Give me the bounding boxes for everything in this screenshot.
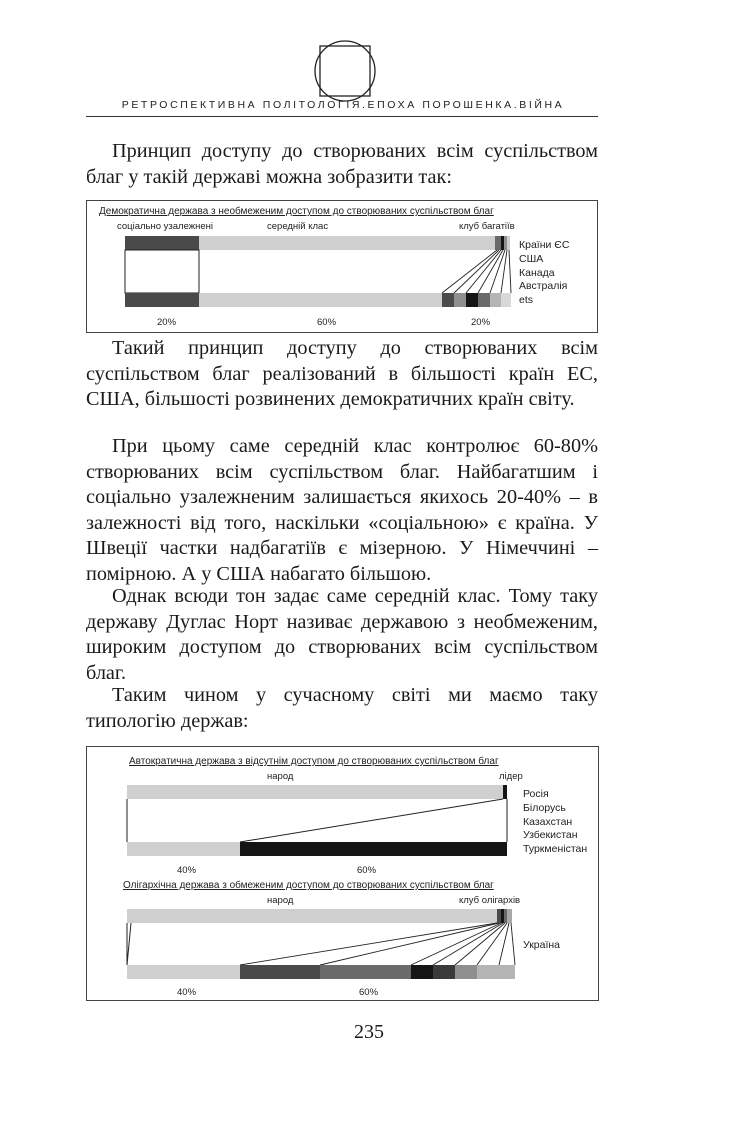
paragraph-4: Однак всюди тон задає саме середній клас. Тому таку державу Дуглас Норт називає державою з необмеженим, широким доступом до створюваних всім суспільством благ. — [86, 585, 598, 684]
figure-democratic — [86, 200, 598, 333]
page-number: 235 — [354, 1021, 384, 1043]
country-label: Туркменістан — [523, 843, 588, 856]
group-label-middle: середній клас — [267, 221, 329, 232]
country-label: ets — [519, 294, 534, 307]
group-label-rich: клуб багатіїв — [459, 221, 515, 232]
paragraph-3: При цьому саме середній клас контролює 60-80% створюваних всім суспільством благ. Найбагатшим і соціально узалежненим залишається якихось 20-40% – в залежності від того, наскільки «соціальною» є країна. У Швеції частки надбагатіїв є мізерною. У Німеччині – помірною. А у США набагато більшою. — [86, 435, 598, 585]
percent-label: 60% — [357, 865, 377, 876]
country-list-oligarchic — [523, 939, 560, 953]
percent-label: 60% — [317, 317, 337, 328]
country-label: Білорусь — [523, 801, 566, 814]
percent-label: 20% — [157, 317, 177, 328]
country-label: Країни ЄС — [519, 239, 570, 251]
country-label: Казахстан — [523, 815, 573, 828]
running-header: РЕТРОСПЕКТИВНА ПОЛІТОЛОГІЯ.ЕПОХА ПОРОШЕНКА.ВІЙНА — [121, 99, 565, 111]
auto-bottom-bar-leader — [240, 842, 507, 856]
rich-connector-lines — [442, 250, 511, 293]
bottom-bar-dependent — [125, 293, 199, 307]
auto-bottom-bar-people — [127, 842, 240, 856]
top-bar-middle — [199, 236, 495, 250]
country-list-autocratic — [523, 788, 587, 857]
country-list — [519, 239, 569, 308]
figure-state-types — [86, 746, 599, 1001]
group-label-people: народ — [267, 771, 294, 782]
top-bar-dependent — [125, 236, 199, 250]
percent-label: 20% — [471, 317, 491, 328]
figure-title: Демократична держава з необмеженим доступом до створюваних суспільством благ — [99, 206, 494, 217]
group-label-dependent: соціально узалежнені — [117, 221, 213, 232]
top-bar-rich — [495, 236, 501, 250]
book-logo-icon — [310, 36, 380, 106]
olig-top-bar-people — [127, 909, 497, 923]
group-label-oligarchs: клуб олігархів — [459, 895, 521, 906]
olig-bottom-bar-people — [127, 965, 240, 979]
bottom-bar-middle — [199, 293, 442, 307]
group-label-people: народ — [267, 895, 294, 906]
dependent-connector — [125, 250, 199, 293]
percent-label: 40% — [177, 865, 197, 876]
paragraph-5: Таким чином у сучасному світі ми маємо таку типологію держав: — [86, 684, 598, 732]
oligarch-connector-lines — [240, 923, 515, 965]
figure-title-autocratic: Автократична держава з відсутнім доступом до створюваних суспільством благ — [129, 756, 499, 767]
paragraph-2: Такий принцип доступу до створюваних всім суспільством благ реалізований в більшості країн ЕС, США, більшості розвинених демократичних країн світу. — [86, 337, 598, 410]
country-label: США — [519, 252, 544, 265]
auto-top-bar-leader — [503, 785, 507, 799]
figure-title-oligarchic: Олігархічна держава з обмеженим доступом до створюваних суспільством благ — [123, 880, 494, 891]
paragraph-1: Принцип доступу до створюваних всім суспільством благ у такій державі можна зобразити так: — [86, 140, 598, 188]
country-label: Узбекистан — [523, 829, 578, 842]
group-label-leader: лідер — [499, 771, 523, 782]
state-types-diagram — [87, 747, 598, 1000]
country-label: Канада — [519, 266, 555, 279]
country-label: Австралія — [519, 280, 568, 293]
auto-top-bar-people — [127, 785, 503, 799]
header-rule — [86, 116, 598, 117]
percent-label: 40% — [177, 987, 197, 998]
percent-label: 60% — [359, 987, 379, 998]
country-label: Україна — [523, 939, 561, 951]
country-label: Росія — [523, 788, 549, 800]
